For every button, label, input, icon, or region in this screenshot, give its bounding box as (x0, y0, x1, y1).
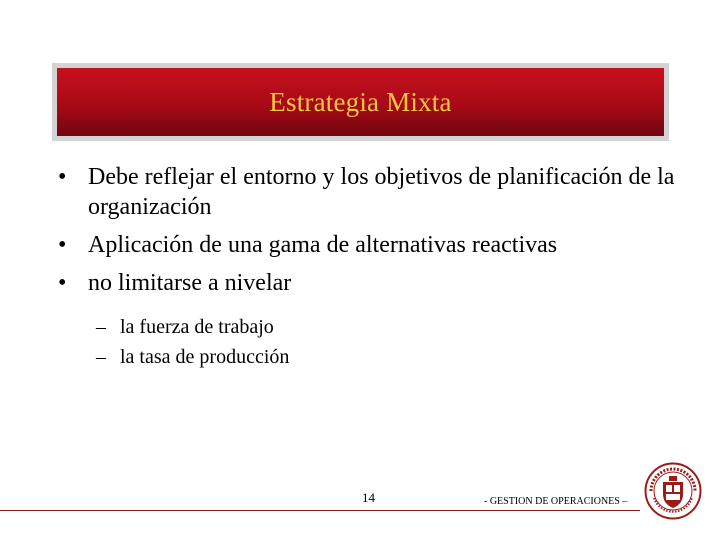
bullet-text: Debe reflejar el entorno y los objetivos de planificación de la organización (88, 164, 675, 220)
footer-divider (0, 510, 640, 511)
bullet-text: no limitarse a nivelar (88, 270, 292, 296)
sub-bullet-item (96, 314, 289, 340)
bullet-text: Aplicación de una gama de alternativas reactivas (88, 232, 558, 258)
title-bar (57, 68, 664, 136)
sub-bullet-list (96, 314, 289, 374)
page-number: 14 (362, 490, 375, 505)
title-frame (52, 63, 669, 141)
bullet-list (58, 162, 678, 306)
sub-bullet-text: la fuerza de trabajo (120, 316, 274, 338)
sub-bullet-item (96, 344, 289, 370)
slide-title: Estrategia Mixta (269, 86, 452, 117)
university-seal-icon (644, 462, 702, 520)
bullet-marker: • (58, 232, 67, 258)
sub-bullet-marker: – (96, 346, 106, 368)
sub-bullet-text: la tasa de producción (120, 346, 290, 368)
bullet-item (58, 162, 678, 222)
sub-bullet-marker: – (96, 316, 106, 338)
bullet-item (58, 230, 678, 260)
bullet-marker: • (58, 270, 67, 296)
footer-text: - GESTION DE OPERACIONES – (484, 496, 628, 507)
bullet-item (58, 268, 678, 298)
bullet-marker: • (58, 164, 67, 190)
